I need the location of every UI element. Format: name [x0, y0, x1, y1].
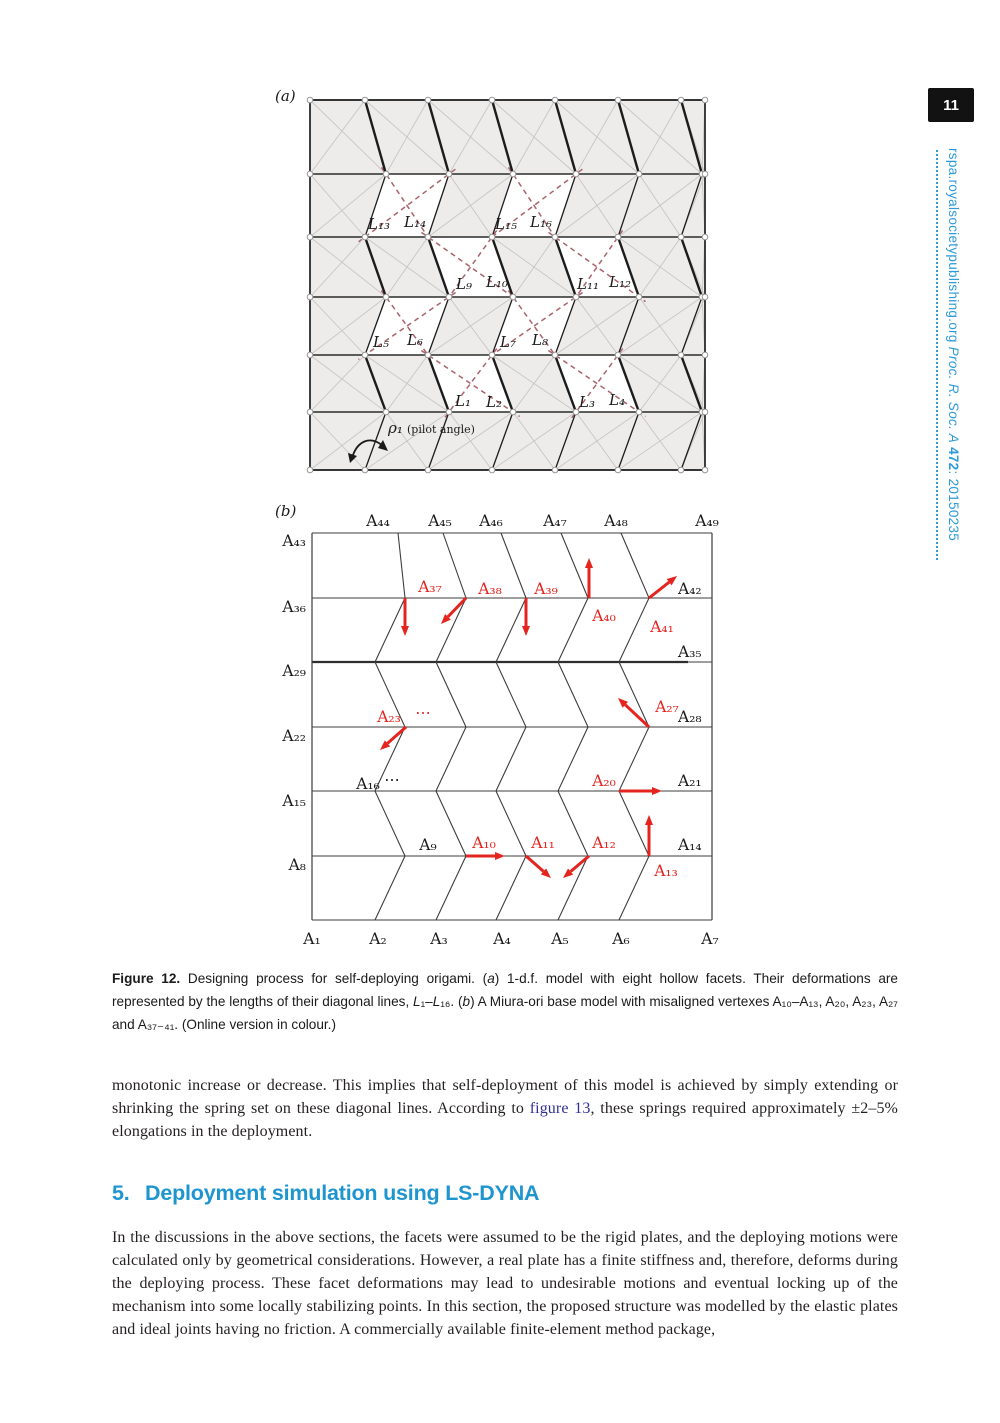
vertex-label: A₂₁: [678, 772, 702, 790]
vertex-node: [615, 234, 621, 240]
text-run: , these springs required approximately ±2–5% elongations in the deployment.: [112, 1100, 898, 1140]
vertex-node: [489, 352, 495, 358]
arrow-head: [585, 558, 593, 568]
vertex-node: [446, 294, 452, 300]
zigzag-fold-line: [436, 791, 466, 856]
zigzag-fold-line: [496, 598, 526, 662]
diagonal-length-label: L₉: [456, 275, 472, 293]
text-run: ₁₆. (: [440, 994, 463, 1009]
section-heading: [112, 1181, 812, 1206]
text-run: Designing process for self-deploying origami. (: [180, 971, 488, 986]
text-run: L: [432, 994, 441, 1009]
body-paragraph-1: [112, 1074, 898, 1143]
misalignment-arrow: [448, 598, 466, 617]
vertex-label: A₄₅: [428, 512, 452, 530]
vertex-node: [425, 467, 431, 473]
vertex-node: [552, 97, 558, 103]
vertex-node: [362, 234, 368, 240]
vertex-label: ⋯: [384, 771, 400, 789]
text-run: a: [487, 971, 495, 986]
text-run: monotonic increase or decrease. This implies that self-deployment of this model is achieved by simply extending or shrinking the spring set on these diagonal lines. According to: [112, 1077, 898, 1117]
vertex-node: [678, 467, 684, 473]
text-run: L: [413, 994, 421, 1009]
zigzag-fold-line: [558, 856, 588, 920]
vertex-label: A₄₈: [604, 512, 628, 530]
misaligned-vertex-label: A₁₂: [592, 834, 616, 852]
pilot-angle-note: (pilot angle): [407, 423, 475, 436]
vertex-node: [615, 97, 621, 103]
diagonal-length-label: L₃: [579, 393, 595, 411]
zigzag-fold-line: [496, 727, 526, 791]
zigzag-fold-line: [619, 791, 649, 856]
vertex-node: [489, 234, 495, 240]
text-run: : 20150235: [946, 470, 961, 542]
vertex-node: [383, 294, 389, 300]
vertex-label: A₄₂: [678, 580, 702, 598]
vertex-label: A₂₈: [678, 708, 702, 726]
vertex-node: [362, 352, 368, 358]
text-run: Figure 12.: [112, 971, 181, 986]
page-number-badge: [928, 88, 974, 122]
vertex-label: A₄: [493, 930, 511, 948]
vertex-node: [307, 171, 313, 177]
misaligned-vertex-label: A₄₁: [650, 618, 674, 636]
vertex-node: [489, 467, 495, 473]
vertex-node: [552, 234, 558, 240]
vertex-node: [425, 352, 431, 358]
vertex-label: A₂₉: [282, 662, 306, 680]
vertex-node: [573, 171, 579, 177]
text-run: ) A Miura-ori base model with misaligned vertexes A₁₀–A₁₃, A₂₀, A₂₃, A₂₇ and A₃₇₋₄₁. (Online version in colour.): [112, 994, 898, 1032]
vertex-node: [510, 294, 516, 300]
vertex-node: [702, 352, 708, 358]
vertex-node: [307, 352, 313, 358]
vertex-node: [489, 97, 495, 103]
vertex-node: [702, 294, 708, 300]
misaligned-vertex-label: A₁₁: [531, 834, 555, 852]
misaligned-vertex-label: ⋯: [415, 704, 431, 722]
text-run: b: [462, 994, 471, 1009]
vertex-label: A₁₅: [282, 792, 306, 810]
diagonal-length-label: L₁: [455, 392, 471, 410]
diagonal-length-label: L₂: [486, 393, 502, 411]
vertex-label: A₂: [369, 930, 387, 948]
vertex-node: [510, 409, 516, 415]
zigzag-fold-line: [375, 598, 405, 662]
zigzag-fold-line: [436, 727, 466, 791]
vertex-node: [678, 352, 684, 358]
vertex-label: A₁₄: [678, 836, 702, 854]
misalignment-arrow: [625, 705, 649, 727]
vertex-node: [362, 467, 368, 473]
zigzag-fold-line: [375, 791, 405, 856]
zigzag-fold-line: [621, 533, 649, 598]
zigzag-fold-line: [619, 662, 649, 727]
misalignment-arrow: [571, 856, 589, 872]
vertex-node: [636, 294, 642, 300]
zigzag-fold-line: [398, 533, 405, 598]
vertex-node: [678, 97, 684, 103]
panel-label-b: (b): [275, 502, 297, 520]
figure-caption: [112, 967, 898, 1036]
misalignment-arrow: [526, 856, 543, 871]
vertex-node: [362, 97, 368, 103]
arrow-head: [645, 815, 653, 825]
zigzag-fold-line: [436, 662, 466, 727]
vertex-node: [307, 409, 313, 415]
journal-sidebar-text: [946, 148, 961, 578]
zigzag-fold-line: [501, 533, 526, 598]
zigzag-fold-line: [496, 791, 526, 856]
vertex-node: [383, 409, 389, 415]
vertex-node: [425, 234, 431, 240]
vertex-node: [702, 97, 708, 103]
misaligned-vertex-label: A₃₈: [478, 580, 502, 598]
zigzag-fold-line: [436, 856, 466, 920]
vertex-node: [446, 409, 452, 415]
arrow-head: [522, 626, 530, 636]
zigzag-fold-line: [375, 856, 405, 920]
vertex-label: A₄₃: [282, 532, 306, 550]
zigzag-fold-line: [561, 533, 588, 598]
text-run: Proc. R. Soc. A: [946, 346, 961, 443]
misaligned-vertex-label: A₄₀: [592, 607, 616, 625]
misaligned-vertex-label: A₃₉: [534, 580, 558, 598]
zigzag-fold-line: [619, 856, 649, 920]
misaligned-vertex-label: A₂₀: [592, 772, 616, 790]
panel-label-a: (a): [275, 87, 296, 105]
vertex-node: [702, 171, 708, 177]
vertex-node: [510, 171, 516, 177]
diagonal-length-label: L₆: [407, 331, 423, 349]
misaligned-vertex-label: A₂₇: [655, 698, 679, 716]
vertex-node: [307, 97, 313, 103]
zigzag-fold-line: [619, 598, 649, 662]
vertex-node: [425, 97, 431, 103]
pilot-angle-symbol: ρ₁: [388, 419, 403, 437]
diagonal-length-label: L₁₃: [368, 215, 390, 233]
page-number: 11: [943, 96, 959, 114]
vertex-label: A₃₅: [678, 643, 702, 661]
vertex-node: [573, 409, 579, 415]
vertex-node: [307, 234, 313, 240]
zigzag-fold-line: [619, 727, 649, 791]
misalignment-arrow: [649, 582, 669, 598]
vertex-node: [636, 171, 642, 177]
vertex-label: A₃: [430, 930, 448, 948]
vertex-label: A₇: [701, 930, 719, 948]
zigzag-fold-line: [558, 791, 588, 856]
vertex-node: [446, 171, 452, 177]
zigzag-fold-line: [558, 727, 588, 791]
vertex-label: A₁: [303, 930, 321, 948]
section-title: Deployment simulation using LS-DYNA: [145, 1181, 540, 1205]
vertex-label: A₁₆: [356, 775, 380, 793]
vertex-node: [678, 234, 684, 240]
vertex-label: A₄₉: [695, 512, 719, 530]
text-run: 472: [946, 447, 961, 471]
body-paragraph-2: In the discussions in the above sections, the facets were assumed to be the rigid plates, and the deploying motions were calculated only by geometrical considerations. However, a real plate has a finite stiffness and, therefore, deforms during the deploying process. These facet deformations may lead to undesirable motions and eventual locking up of the mechanism into some locally stabilizing points. In this section, the proposed structure was modelled by the elastic plates and ideal joints having no friction. A commercially available finite-element method package,: [112, 1229, 898, 1338]
vertex-node: [702, 234, 708, 240]
diagonal-length-label: L₁₂: [609, 273, 631, 291]
vertex-node: [307, 467, 313, 473]
vertex-label: A₈: [288, 856, 306, 874]
text-run: rspa.royalsocietypublishing.org: [946, 148, 961, 343]
vertex-node: [552, 467, 558, 473]
text-run: ) 1-d.f. model with eight hollow facets. Their deformations are represented by the lengths of their diagonal lines,: [112, 971, 898, 1009]
arrow-head: [401, 626, 409, 636]
diagonal-length-label: L₁₀: [486, 273, 508, 291]
vertex-node: [615, 352, 621, 358]
sidebar-dotted-rule: [936, 150, 938, 560]
vertex-label: A₄₆: [479, 512, 503, 530]
zigzag-fold-line: [496, 856, 526, 920]
zigzag-fold-line: [558, 662, 588, 727]
vertex-label: A₂₂: [282, 727, 306, 745]
text-run: ₁–: [420, 994, 433, 1009]
arrow-head: [652, 787, 662, 795]
vertex-label: A₄₇: [543, 512, 567, 530]
vertex-node: [636, 409, 642, 415]
misaligned-vertex-label: A₃₇: [418, 578, 442, 596]
zigzag-fold-line: [558, 598, 588, 662]
vertex-node: [573, 294, 579, 300]
diagonal-length-label: L₁₄: [404, 213, 426, 231]
misaligned-vertex-label: A₁₃: [654, 862, 678, 880]
diagonal-length-label: L₁₅: [495, 215, 517, 233]
vertex-node: [307, 294, 313, 300]
diagonal-length-label: L₄: [609, 391, 625, 409]
diagonal-length-label: L₈: [532, 331, 548, 349]
section-number: 5.: [112, 1181, 130, 1205]
vertex-node: [615, 467, 621, 473]
arrow-head: [495, 852, 505, 860]
figure-13-link[interactable]: figure 13: [529, 1100, 591, 1117]
diagonal-length-label: L₁₆: [530, 213, 552, 231]
vertex-label: A₄₄: [366, 512, 390, 530]
diagonal-length-label: L₇: [500, 333, 516, 351]
vertex-node: [552, 352, 558, 358]
vertex-label: A₆: [612, 930, 630, 948]
vertex-node: [702, 409, 708, 415]
misalignment-arrow: [387, 727, 406, 743]
misaligned-vertex-label: A₁₀: [472, 834, 496, 852]
figure-a-diagram: [258, 80, 722, 484]
vertex-node: [702, 467, 708, 473]
zigzag-fold-line: [436, 598, 466, 662]
vertex-label: A₉: [419, 836, 437, 854]
figure-b-diagram: [258, 498, 728, 952]
diagonal-length-label: L₅: [373, 333, 389, 351]
diagonal-length-label: L₁₁: [577, 275, 599, 293]
vertex-node: [383, 171, 389, 177]
zigzag-fold-line: [496, 662, 526, 727]
vertex-label: A₅: [551, 930, 569, 948]
vertex-label: A₃₆: [282, 598, 306, 616]
zigzag-fold-line: [443, 533, 466, 598]
misaligned-vertex-label: A₂₃: [377, 708, 401, 726]
